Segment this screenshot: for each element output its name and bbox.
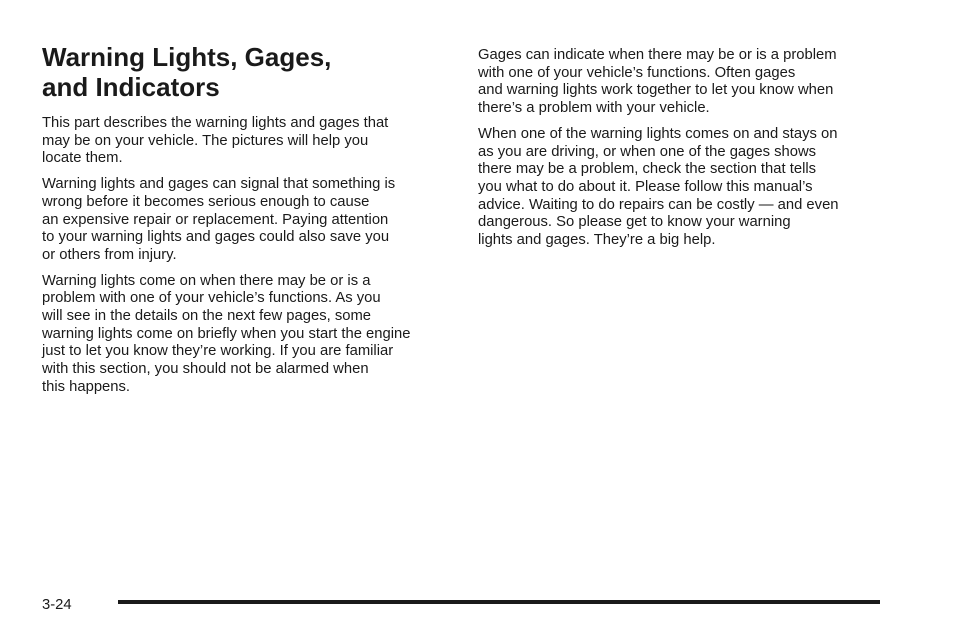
text-line: to your warning lights and gages could also save you [42, 229, 390, 246]
text-line: When one of the warning lights comes on and stays on [478, 125, 838, 142]
text-line: you what to do about it. Please follow this manual’s [478, 178, 813, 195]
text-line: This part describes the warning lights and gages that [42, 115, 389, 131]
text-line: with one of your vehicle’s functions. Often gages [478, 64, 796, 81]
text-line: wrong before it becomes serious enough to cause [42, 193, 370, 210]
text-line: may be on your vehicle. The pictures will help you [42, 132, 369, 149]
footer-rule [118, 600, 880, 604]
paragraph-gages [478, 47, 888, 118]
text-line: lights and gages. They’re a big help. [478, 232, 716, 249]
paragraph-signal [42, 176, 452, 265]
text-line: an expensive repair or replacement. Paying attention [42, 211, 389, 228]
text-line: warning lights come on briefly when you start the engine [42, 325, 411, 342]
text-line: dangerous. So please get to know your warning [478, 214, 791, 231]
text-line: Warning lights come on when there may be or is a [42, 272, 371, 289]
page-number: 3-24 [42, 597, 72, 613]
text-line: there’s a problem with your vehicle. [478, 100, 710, 117]
page-title-line: and Indicators [42, 72, 220, 102]
text-line: Warning lights and gages can signal that something is [42, 176, 396, 193]
paragraph-come-on [42, 273, 452, 397]
text-line: and warning lights work together to let you know when [478, 82, 834, 99]
left-column [42, 115, 452, 405]
page-title [42, 42, 442, 102]
paragraph-advice [478, 126, 888, 250]
page-title-line: Warning Lights, Gages, [42, 42, 332, 72]
text-line: locate them. [42, 150, 123, 167]
text-line: there may be a problem, check the section that tells [478, 161, 817, 178]
right-column [478, 47, 888, 258]
text-line: Gages can indicate when there may be or is a problem [478, 47, 837, 63]
text-line: advice. Waiting to do repairs can be costly — and even [478, 196, 839, 213]
text-line: problem with one of your vehicle’s functions. As you [42, 290, 381, 307]
text-line: with this section, you should not be alarmed when [42, 361, 369, 378]
text-line: will see in the details on the next few pages, some [42, 308, 372, 325]
text-line: as you are driving, or when one of the gages shows [478, 143, 817, 160]
text-line: this happens. [42, 378, 131, 395]
paragraph-intro [42, 115, 452, 168]
text-line: or others from injury. [42, 246, 177, 263]
text-line: just to let you know they’re working. If you are familiar [42, 343, 394, 360]
